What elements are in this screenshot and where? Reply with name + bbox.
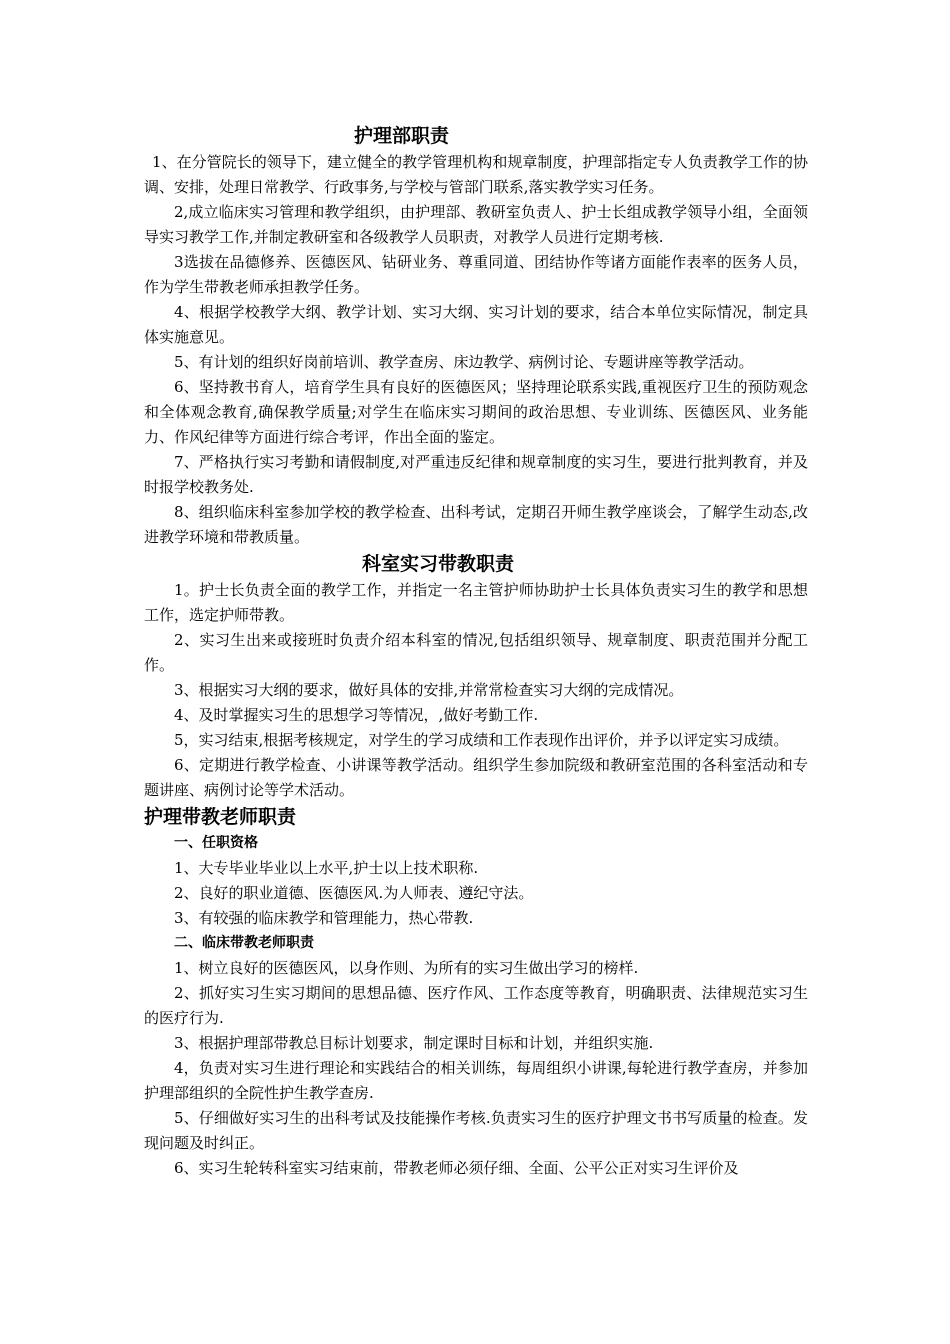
paragraph: 7、严格执行实习考勤和请假制度,对严重违反纪律和规章制度的实习生，要进行批判教育，并及时报学校教务处. <box>144 453 808 496</box>
paragraph: 5，实习结束,根据考核规定，对学生的学习成绩和工作表现作出评价，并予以评定实习成绩。 <box>174 731 789 749</box>
paragraph: 2、良好的职业道德、医德医风.为人师表、遵纪守法。 <box>174 884 534 902</box>
paragraph: 5、有计划的组织好岗前培训、教学查房、床边教学、病例讨论、专题讲座等教学活动。 <box>174 353 754 371</box>
section-title-nursing-dept: 护理部职责 <box>354 125 450 147</box>
paragraph: 1、大专毕业毕业以上水平,护士以上技术职称. <box>174 859 479 877</box>
paragraph: 4、根据学校教学大纲、教学计划、实习大纲、实习计划的要求，结合本单位实际情况，制定具体实施意见。 <box>144 303 808 346</box>
paragraph: 6、坚持教书育人，培育学生具有良好的医德医风；坚持理论联系实践,重视医疗卫生的预防观念和全体观念教育,确保教学质量;对学生在临床实习期间的政治思想、专业训练、医德医风、业务能力、作风纪律等方面进行综合考评，作出全面的鉴定。 <box>144 378 808 446</box>
paragraph: 2、抓好实习生实习期间的思想品德、医疗作风、工作态度等教育，明确职责、法律规范实习生的医疗行为. <box>144 984 808 1027</box>
paragraph: 6、定期进行教学检查、小讲课等教学活动。组织学生参加院级和教研室范围的各科室活动和专题讲座、病例讨论等学术活动。 <box>144 756 808 799</box>
paragraph: 4，负责对实习生进行理论和实践结合的相关训练，每周组织小讲课,每轮进行教学查房，并参加护理部组织的全院性护生教学查房. <box>144 1059 808 1102</box>
paragraph: 2、实习生出来或接班时负责介绍本科室的情况,包括组织领导、规章制度、职责范围并分配工作。 <box>144 631 808 674</box>
paragraph: 4、及时掌握实习生的思想学习等情况，,做好考勤工作. <box>174 706 539 724</box>
paragraph: 2,成立临床实习管理和教学组织，由护理部、教研室负责人、护士长组成教学领导小组，全面领导实习教学工作,并制定教研室和各级教学人员职责，对教学人员进行定期考核. <box>144 203 808 246</box>
subheading-clinical-duties: 二、临床带教老师职责 <box>174 935 314 951</box>
paragraph: 1、在分管院长的领导下，建立健全的教学管理机构和规章制度，护理部指定专人负责教学工作的协调、安排，处理日常教学、行政事务,与学校与管部门联系,落实教学实习任务。 <box>144 153 808 196</box>
paragraph: 1、树立良好的医德医风，以身作则、为所有的实习生做出学习的榜样. <box>174 959 639 977</box>
subheading-qualifications: 一、任职资格 <box>174 835 258 851</box>
paragraph: 3、根据护理部带教总目标计划要求，制定课时目标和计划，并组织实施. <box>174 1034 654 1052</box>
paragraph: 1。护士长负责全面的教学工作，并指定一名主管护师协助护士长具体负责实习生的教学和思想工作，选定护师带教。 <box>144 581 808 624</box>
section-title-dept-teaching: 科室实习带教职责 <box>362 553 515 575</box>
paragraph: 3、根据实习大纲的要求，做好具体的安排,并常常检查实习大纲的完成情况。 <box>174 681 684 699</box>
document-page <box>144 122 808 1181</box>
paragraph: 6、实习生轮转科室实习结束前，带教老师必须仔细、全面、公平公正对实习生评价及 <box>174 1159 739 1177</box>
paragraph: 8、组织临床科室参加学校的教学检查、出科考试，定期召开师生教学座谈会，了解学生动态,改进教学环境和带教质量。 <box>144 503 808 546</box>
paragraph: 3选拔在品德修养、医德医风、钻研业务、尊重同道、团结协作等诸方面能作表率的医务人员，作为学生带教老师承担教学任务。 <box>144 253 808 296</box>
paragraph: 5、仔细做好实习生的出科考试及技能操作考核.负责实习生的医疗护理文书书写质量的检查。发现问题及时纠正。 <box>144 1109 808 1152</box>
section-title-teacher-duties: 护理带教老师职责 <box>144 806 297 828</box>
paragraph: 3、有较强的临床教学和管理能力，热心带教. <box>174 909 474 927</box>
